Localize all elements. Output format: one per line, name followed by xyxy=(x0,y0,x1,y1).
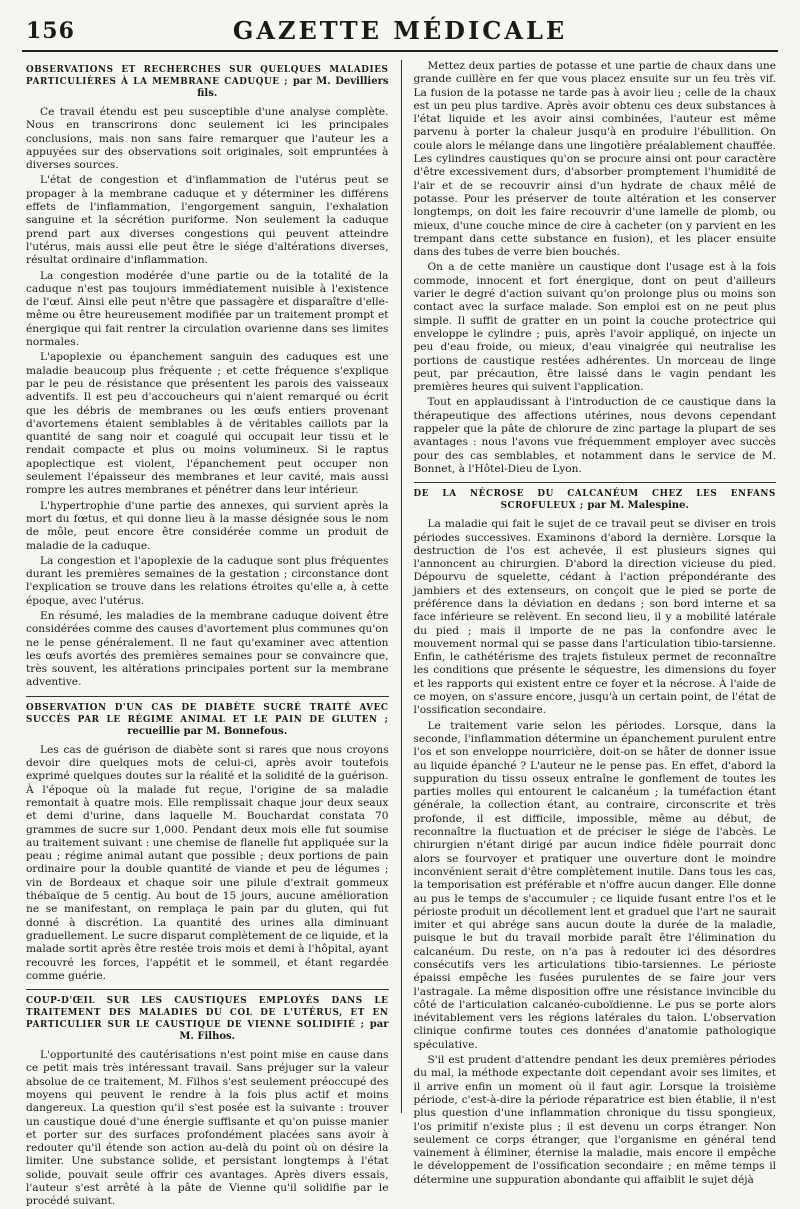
heading-text: COUP-D'ŒIL SUR LES CAUSTIQUES EMPLOYÉS DANS LE TRAITEMENT DES MALADIES DU COL DE L'UTÉRUS, ET EN PARTICULIER SUR LE CAUSTIQUE DE VIENNE SOLIDIFIÉ ; xyxy=(26,996,389,1031)
article-heading-diabete xyxy=(26,702,389,738)
right-column xyxy=(401,60,777,1186)
paragraph: S'il est prudent d'attendre pendant les deux premières périodes du mal, la méthode expectante doit cependant avoir ses limites, et il arrive enfin un moment où il faut agir. Lorsque la troisième période, c'est-à-dire la période réparatrice est bien établie, il n'est plus question d'une inflammation chronique du tissu spongieux, l'os primitif n'existe plus ; il est devenu un corps étranger. Non seulement ce corps étranger, que l'organisme en général tend vainement à éliminer, éternise la maladie, mais encore il empêche le développement de l'ossification secondaire ; en même temps il détermine une suppuration abondante qui affaiblit le sujet déjà xyxy=(413,1054,776,1186)
paragraph: L'apoplexie ou épanchement sanguin des caduques est une maladie beaucoup plus fréquente ; et cette fréquence s'explique par le peu de résistance que présentent les parois des vaisseaux adventifs. Il est peu d'accoucheurs qui n'aient remarqué ou écrit que les débris de membranes ou les œufs entiers provenant d'avortemens étaient semblables à de véritables caillots par la quantité de sang noir et coagulé qui occupait leur tissu et le rendait compacte et plus ou moins volumineux. Si le raptus apoplectique est violent, l'épanchement peut occuper non seulement l'épaisseur des membranes et leur cavité, mais aussi rompre les autres membranes et pénétrer dans leur intérieur. xyxy=(26,351,389,497)
heading-text: DE LA NÉCROSE DU CALCANÉUM CHEZ LES ENFANS SCROFULEUX ; xyxy=(413,489,776,512)
paragraph: Mettez deux parties de potasse et une partie de chaux dans une grande cuillère en fer que vous placez ensuite sur un feu très vif. La fusion de la potasse ne tarde pas à avoir lieu ; celle de la chaux est un peu plus tardive. Après avoir obtenu ces deux substances à l'état liquide et les avoir ainsi combinées, l'auteur est même parvenu à porter la chaleur jusqu'à en produire l'ébullition. On coule alors le mélange dans une lingotière préalablement chauffée. Les cylindres caustiques qu'on se procure ainsi ont pour caractère d'être excessivement durs, d'absorber promptement l'humidité de l'air et de se recouvrir ainsi d'un hydrate de chaux mêlé de potasse. Pour les préserver de toute altération et les conserver longtemps, on doit les faire recouvrir d'une lamelle de plomb, ou mieux, d'une couche mince de cire à cacheter (on y parvient en les trempant dans cette substance en fusion), et les placer ensuite dans des tubes de verre bien bouchés. xyxy=(413,60,776,259)
paragraph: En résumé, les maladies de la membrane caduque doivent être considérées comme des causes d'avortement plus communes qu'on ne le pense généralement. Il ne faut qu'examiner avec attention les œufs avortés des premières semaines pour se convaincre que, très souvent, les altérations principales portent sur la membrane adventive. xyxy=(26,609,389,689)
article-heading-caduque xyxy=(26,64,389,100)
journal-title: GAZETTE MÉDICALE xyxy=(232,16,568,45)
paragraph: Le traitement varie selon les périodes. Lorsque, dans la seconde, l'inflammation détermine un épanchement purulent entre l'os et son enveloppe nourricière, doit-on se hâter de donner issue au liquide épanché ? L'auteur ne le pense pas. En effet, d'abord la suppuration du tissu osseux entraîne le gonflement de toutes les parties molles qui entourent le calcanéum ; la tuméfaction étant générale, la collection étant, au contraire, circonscrite et très profonde, il est difficile, impossible, même au début, de reconnaître la fluctuation et de préciser le siége de l'abcès. Le chirurgien n'étant dirigé par aucun indice fidèle pourrait donc alors se fourvoyer et pratiquer une ouverture dont le moindre inconvénient serait d'être complètement inutile. Dans tous les cas, la temporisation est préférable et n'offre aucun danger. Elle donne au pus le temps de s'accumuler ; ce liquide fusant entre l'os et le périoste produit un décollement lent et graduel que l'art ne saurait imiter et qui abrége sans aucun doute la durée de la maladie, puisque le but du travail morbide paraît être l'élimination du calcanéum. Du reste, on n'a pas à redouter ici des désordres consécutifs vers les articulations tibio-tarsiennes. Le périoste épaissi empêche les fusées purulentes de se faire jour vers l'astragale. La même disposition offre une résistance invincible du côté de l'articulation calcanéo-cuboïdienne. Le pus se porte alors inévitablement vers les régions latérales du talon. L'observation clinique confirme toutes ces données d'anatomie pathologique spéculative. xyxy=(413,719,776,1051)
paragraph: Ce travail étendu est peu susceptible d'une analyse complète. Nous en transcrirons donc seulement ici les principales conclusions, mais non sans faire remarquer que l'auteur les a appuyées sur des observations soit originales, soit empruntées à diverses sources. xyxy=(26,106,389,172)
divider xyxy=(26,696,389,697)
paragraph: La congestion modérée d'une partie ou de la totalité de la caduque n'est pas toujours immédiatement nuisible à l'existence de l'œuf. Ainsi elle peut n'être que passagère et disparaître d'elle-même ou être heureusement modifiée par un traitement prompt et énergique qui fait rentrer la circulation ovarienne dans ses limites normales. xyxy=(26,269,389,349)
heading-text: OBSERVATION D'UN CAS DE DIABÈTE SUCRÉ TRAITÉ AVEC SUCCÈS PAR LE RÉGIME ANIMAL ET LE PAIN DE GLUTEN ; xyxy=(26,702,389,725)
heading-text: OBSERVATIONS ET RECHERCHES SUR QUELQUES MALADIES PARTICULIÈRES À LA MEMBRANE CADUQUE ; xyxy=(26,65,389,87)
paragraph: La congestion et l'apoplexie de la caduque sont plus fréquentes durant les premières semaines de la gestation ; circonstance dont l'explication se trouve dans les relations étroites qu'elle a, à cette époque, avec l'utérus. xyxy=(26,554,389,607)
article-columns xyxy=(26,60,776,1208)
paragraph: L'opportunité des cautérisations n'est point mise en cause dans ce petit mais très intéressant travail. Sans préjuger sur la valeur absolue de ce traitement, M. Filhos s'est seulement préoccupé des moyens qui peuvent le rendre à la fois plus actif et moins dangereux. La question qu'il s'est posée est la suivante : trouver un caustique doué d'une énergie suffisante et qu'on puisse manier et porter sur des surfaces profondément placées sans avoir à redouter qu'il étende son action au-delà du point où on désire la limiter. Une substance solide, et persistant longtemps à l'état solide, pouvait seule offrir ces avantages. Après divers essais, l'auteur s'est arrêté à la pâte de Vienne qu'il solidifie par le procédé suivant. xyxy=(26,1049,389,1208)
article-heading-caustiques xyxy=(26,995,389,1043)
paragraph: Les cas de guérison de diabète sont si rares que nous croyons devoir dire quelques mots de celui-ci, après avoir toutefois exprimé quelques doutes sur la réalité et la solidité de la guérison. À l'époque où la malade fut reçue, l'origine de sa maladie remontait à quatre mois. Elle remplissait chaque jour deux seaux et demi d'urine, dans laquelle M. Bouchardat constata 70 grammes de sucre sur 1,000. Pendant deux mois elle fut soumise au traitement suivant : une chemise de flanelle fut appliquée sur la peau ; régime animal autant que possible ; deux portions de pain ordinaire pour la double quantité de viande et peu de légumes ; vin de Bordeaux et chaque soir une pilule d'extrait gommeux thébaïque de 5 centig. Au bout de 15 jours, aucune amélioration ne se manifestant, on remplaça le pain par du gluten, qui fut donné à discrétion. La quantité des urines alla diminuant graduellement. Le sucre disparut complètement de ce liquide, et la malade sortit après être restée trois mois et demi à l'hôpital, ayant recouvré les forces, l'appétit et le sommeil, et étant regardée comme guérie. xyxy=(26,743,389,982)
heading-author: recueillie par M. Bonnefous. xyxy=(127,725,288,737)
paragraph: L'hypertrophie d'une partie des annexes, qui survient après la mort du fœtus, et qui donne lieu à la masse désignée sous le nom de môle, peut encore être considérée comme un produit de maladie de la caduque. xyxy=(26,499,389,552)
paragraph: La maladie qui fait le sujet de ce travail peut se diviser en trois périodes successives. Examinons d'abord la dernière. Lorsque la destruction de l'os est achevée, il est plusieurs signes qui l'annoncent au chirurgien. D'abord la direction vicieuse du pied. Dépourvu de squelette, cédant à l'action prépondérante des jambiers et des extenseurs, on conçoit que le pied se porte de préférence dans la déviation en dedans ; son bord interne et sa face inférieure se relèvent. En second lieu, il y a mobilité latérale du pied ; mais il importe de ne pas la confondre avec le mouvement normal qui se passe dans l'articulation tibio-tarsienne. Enfin, le cathétérisme des trajets fistuleux permet de reconnaître les conditions que présente le séquestre, les dimensions du foyer et les rapports qui existent entre ce foyer et la nécrose. À l'aide de ce moyen, on s'assure encore, jusqu'à un certain point, de l'état de l'ossification secondaire. xyxy=(413,518,776,717)
paragraph: L'état de congestion et d'inflammation de l'utérus peut se propager à la membrane caduque et y déterminer les différens effets de l'inflammation, l'engorgement sanguin, l'exhalation sanguine et la sécrétion puriforme. Non seulement la caduque prend part aux diverses congestions qui peuvent atteindre l'utérus, mais aussi elle peut être le siége d'altérations diverses, résultat ordinaire d'inflammation. xyxy=(26,174,389,267)
left-column xyxy=(26,60,389,1208)
page-header xyxy=(22,14,778,52)
heading-author: par M. Filhos. xyxy=(179,1019,389,1043)
paragraph: On a de cette manière un caustique dont l'usage est à la fois commode, innocent et fort énergique, dont on peut d'ailleurs varier le degré d'action suivant qu'on prolonge plus ou moins son contact avec la surface malade. Son emploi est on ne peut plus simple. Il suffit de gratter en un point la couche protectrice qui enveloppe le cylindre ; puis, après l'avoir appliqué, on injecte un peu d'eau froide, ou mieux, d'eau vinaigrée qui neutralise les portions de caustique restées adhérentes. Un morceau de linge peut, par précaution, être laissé dans le vagin pendant les premières heures qui suivent l'application. xyxy=(413,261,776,394)
article-heading-calcaneum xyxy=(414,488,777,512)
page-number: 156 xyxy=(26,18,75,44)
divider xyxy=(26,989,389,990)
heading-author: par M. Malespine. xyxy=(587,500,689,512)
heading-author: par M. Devilliers fils. xyxy=(197,76,389,99)
paragraph: Tout en applaudissant à l'introduction de ce caustique dans la thérapeutique des affections utérines, nous devons cependant rappeler que la pâte de chlorure de zinc partage la plupart de ses avantages : nous l'avons vue fréquemment employer avec succès pour des cas semblables, et notamment dans le service de M. Bonnet, à l'Hôtel-Dieu de Lyon. xyxy=(413,396,776,475)
divider xyxy=(414,482,777,483)
